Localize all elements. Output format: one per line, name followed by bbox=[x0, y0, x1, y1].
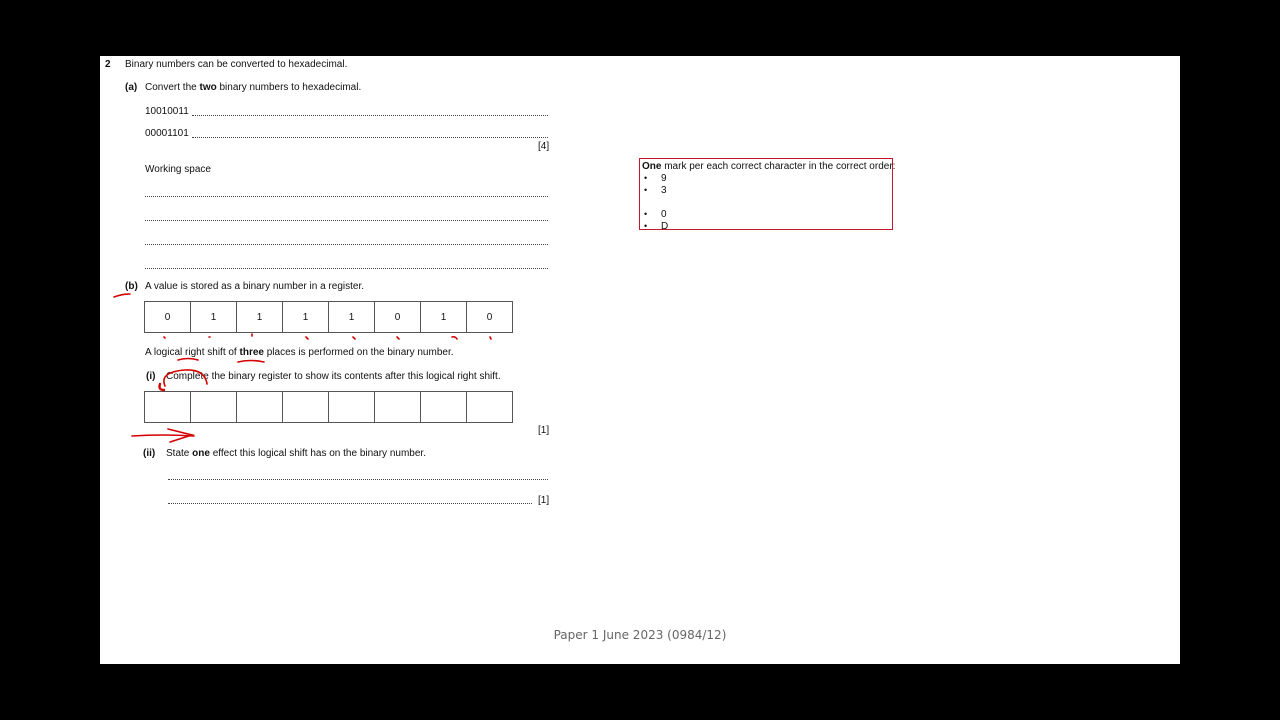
answer-register-cell[interactable] bbox=[145, 392, 191, 422]
ink-stroke bbox=[114, 294, 130, 297]
binary-number-2: 00001101 bbox=[145, 128, 189, 139]
sub-i-prompt: Complete the binary register to show its contents after this logical right shift. bbox=[166, 371, 501, 382]
register-cell: 1 bbox=[283, 302, 329, 332]
exam-page bbox=[100, 56, 1180, 664]
answer-register bbox=[144, 391, 513, 423]
register-cell: 0 bbox=[145, 302, 191, 332]
ink-stroke bbox=[238, 361, 264, 363]
ink-stroke bbox=[306, 337, 308, 339]
part-a-label: (a) bbox=[125, 82, 138, 93]
bullet-icon: • bbox=[644, 209, 648, 219]
part-b-prompt: A value is stored as a binary number in a register. bbox=[145, 281, 365, 292]
footer-caption: Paper 1 June 2023 (0984/12) bbox=[553, 628, 727, 642]
working-line[interactable] bbox=[145, 195, 548, 197]
ink-stroke bbox=[164, 337, 165, 338]
answer-register-cell[interactable] bbox=[375, 392, 421, 422]
sub-i-label: (i) bbox=[146, 371, 156, 382]
ink-stroke bbox=[353, 337, 355, 339]
answer-register-cell[interactable] bbox=[237, 392, 283, 422]
answer-register-cell[interactable] bbox=[421, 392, 467, 422]
ink-stroke bbox=[160, 384, 165, 390]
part-a-prompt: Convert the two binary numbers to hexadecimal. bbox=[145, 82, 362, 93]
register-cell: 0 bbox=[375, 302, 421, 332]
mark-scheme-item: 3 bbox=[661, 185, 667, 196]
answer-register-cell[interactable] bbox=[329, 392, 375, 422]
register-cell: 1 bbox=[421, 302, 467, 332]
sub-ii-marks: [1] bbox=[538, 495, 550, 506]
register-cell: 1 bbox=[191, 302, 237, 332]
answer-line[interactable] bbox=[168, 502, 532, 504]
register-cell: 1 bbox=[237, 302, 283, 332]
sub-ii-label: (ii) bbox=[143, 448, 156, 459]
part-a-marks: [4] bbox=[538, 141, 550, 152]
pen-annotations bbox=[100, 56, 1180, 664]
working-line[interactable] bbox=[145, 243, 548, 245]
working-line[interactable] bbox=[145, 267, 548, 269]
ink-stroke bbox=[168, 429, 192, 442]
mark-scheme-item: 0 bbox=[661, 209, 667, 220]
working-line[interactable] bbox=[145, 219, 548, 221]
mark-scheme-box bbox=[639, 158, 896, 232]
ink-stroke bbox=[132, 435, 194, 436]
binary-register bbox=[144, 301, 513, 333]
register-cell: 1 bbox=[329, 302, 375, 332]
sub-ii-prompt: State one effect this logical shift has on the binary number. bbox=[166, 448, 426, 459]
ink-stroke bbox=[397, 337, 399, 339]
answer-register-cell[interactable] bbox=[283, 392, 329, 422]
answer-register-cell[interactable] bbox=[467, 392, 512, 422]
working-space-label: Working space bbox=[145, 164, 211, 175]
bullet-icon: • bbox=[644, 173, 648, 183]
register-cell: 0 bbox=[486, 311, 493, 323]
ink-stroke bbox=[452, 337, 457, 339]
answer-register-cell[interactable] bbox=[191, 392, 237, 422]
sub-i-marks: [1] bbox=[538, 425, 550, 436]
question-stem: Binary numbers can be converted to hexadecimal. bbox=[125, 59, 348, 70]
shift-statement: A logical right shift of three places is performed on the binary number. bbox=[145, 347, 454, 358]
mark-scheme-header: One mark per each correct character in the correct order: bbox=[642, 161, 896, 172]
binary-number-1: 10010011 bbox=[145, 106, 189, 117]
bullet-icon: • bbox=[644, 185, 648, 195]
mark-scheme-item: 9 bbox=[661, 173, 667, 184]
answer-line[interactable] bbox=[168, 478, 548, 480]
mark-scheme-item: D bbox=[661, 221, 669, 232]
bullet-icon: • bbox=[644, 221, 648, 231]
question-number: 2 bbox=[105, 59, 111, 70]
part-b-label: (b) bbox=[125, 281, 138, 292]
answer-line-2[interactable] bbox=[192, 136, 548, 138]
answer-line-1[interactable] bbox=[192, 114, 548, 116]
ink-stroke bbox=[490, 337, 491, 339]
